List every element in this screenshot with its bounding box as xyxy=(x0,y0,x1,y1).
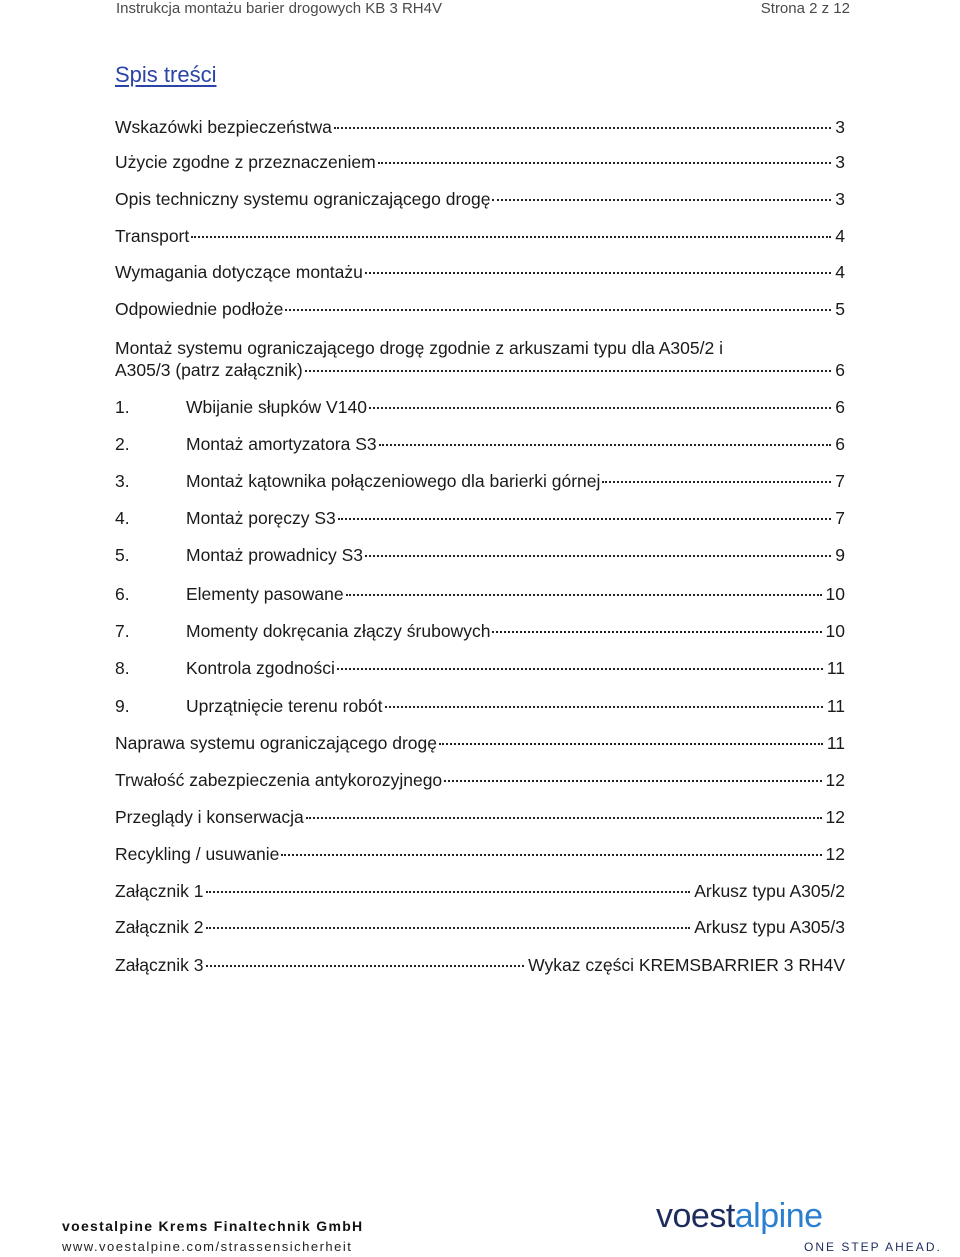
footer-website[interactable]: www.voestalpine.com/strassensicherheit xyxy=(62,1239,353,1254)
toc-leader xyxy=(281,854,821,856)
toc-entry-label: Naprawa systemu ograniczającego drogę xyxy=(115,733,437,753)
voestalpine-logo xyxy=(656,1197,823,1236)
toc-subentry[interactable] xyxy=(115,397,845,421)
toc-entry[interactable] xyxy=(115,807,845,831)
toc-subentry[interactable] xyxy=(115,621,845,645)
toc-entry-label: Opis techniczny systemu ograniczającego drogę xyxy=(115,189,491,209)
toc-leader xyxy=(334,127,831,129)
toc-entry-label: Załącznik 3 xyxy=(115,955,204,975)
toc-entry-label: Odpowiednie podłoże xyxy=(115,299,284,319)
toc-entry-page: 3 xyxy=(835,189,845,209)
toc-subentry[interactable] xyxy=(115,508,845,532)
toc-entry-label: Momenty dokręcania złączy śrubowych xyxy=(186,621,491,641)
toc-subentry[interactable] xyxy=(115,658,845,682)
toc-subentry-number: 7. xyxy=(115,621,130,641)
toc-entry-label: Załącznik 2 xyxy=(115,917,204,937)
toc-entry-page: Arkusz typu A305/2 xyxy=(694,881,845,901)
toc-entry-page: 7 xyxy=(835,471,845,491)
toc-entry-label: Montaż kątownika połączeniowego dla barierki górnej xyxy=(186,471,601,491)
toc-leader xyxy=(285,309,831,311)
toc-entry-label: Trwałość zabezpieczenia antykorozyjnego xyxy=(115,770,443,790)
toc-entry-page: 7 xyxy=(835,508,845,528)
toc-entry-label: Wymagania dotyczące montażu xyxy=(115,262,363,282)
toc-leader xyxy=(492,199,831,201)
toc-leader xyxy=(602,481,831,483)
toc-entry-page: 3 xyxy=(835,117,845,137)
toc-entry-label-line1[interactable]: Montaż systemu ograniczającego drogę zgodnie z arkuszami typu dla A305/2 i xyxy=(115,338,723,358)
toc-leader xyxy=(191,236,831,238)
toc-subentry[interactable] xyxy=(115,545,845,569)
toc-entry[interactable] xyxy=(115,189,845,213)
toc-entry[interactable] xyxy=(115,733,845,757)
footer-company-name: voestalpine Krems Finaltechnik GmbH xyxy=(62,1218,364,1234)
toc-leader xyxy=(385,706,823,708)
toc-entry[interactable] xyxy=(115,844,845,868)
toc-subentry-number: 5. xyxy=(115,545,130,565)
toc-entry-page: 4 xyxy=(835,262,845,282)
toc-entry-page: 6 xyxy=(835,397,845,417)
toc-entry[interactable] xyxy=(115,770,845,794)
toc-entry-page: 11 xyxy=(826,696,845,716)
toc-entry-label: Przeglądy i konserwacja xyxy=(115,807,304,827)
toc-entry-label: A305/3 (patrz załącznik) xyxy=(115,360,303,380)
toc-leader xyxy=(305,370,832,372)
toc-entry-page: Arkusz typu A305/3 xyxy=(694,917,845,937)
toc-leader xyxy=(346,594,822,596)
toc-subentry-number: 1. xyxy=(115,397,130,417)
toc-entry-page: 4 xyxy=(835,226,845,246)
toc-leader xyxy=(365,555,831,557)
toc-subentry-number: 3. xyxy=(115,471,130,491)
toc-entry-page: 6 xyxy=(835,360,845,380)
toc-entry-page: 11 xyxy=(826,658,845,678)
toc-leader xyxy=(337,668,823,670)
toc-entry-label: Montaż prowadnicy S3 xyxy=(186,545,364,565)
toc-leader xyxy=(365,272,831,274)
toc-entry-label: Kontrola zgodności xyxy=(186,658,335,678)
toc-subentry[interactable] xyxy=(115,696,845,720)
toc-heading: Spis treści xyxy=(115,62,217,87)
toc-leader xyxy=(492,631,821,633)
toc-entry[interactable] xyxy=(115,360,845,384)
toc-leader xyxy=(306,817,822,819)
toc-leader xyxy=(206,891,691,893)
toc-subentry-number: 6. xyxy=(115,584,130,604)
toc-entry-label: Załącznik 1 xyxy=(115,881,204,901)
toc-entry-label: Elementy pasowane xyxy=(186,584,344,604)
header-title: Instrukcja montażu barier drogowych KB 3 RH4V xyxy=(116,0,442,17)
toc-entry-label: Wbijanie słupków V140 xyxy=(186,397,367,417)
toc-subentry-number: 2. xyxy=(115,434,130,454)
toc-entry[interactable] xyxy=(115,262,845,286)
toc-entry[interactable] xyxy=(115,117,845,141)
toc-entry-page: 10 xyxy=(825,621,845,641)
toc-entry[interactable] xyxy=(115,881,845,905)
toc-leader xyxy=(444,780,821,782)
toc-entry[interactable] xyxy=(115,152,845,176)
toc-entry-label: Montaż amortyzatora S3 xyxy=(186,434,377,454)
toc-entry-label: Wskazówki bezpieczeństwa xyxy=(115,117,332,137)
toc-entry-page: 12 xyxy=(825,807,845,827)
logo-slogan: ONE STEP AHEAD. xyxy=(804,1240,942,1254)
toc-entry-page: 12 xyxy=(825,770,845,790)
toc-entry-page: 12 xyxy=(825,844,845,864)
toc-leader xyxy=(206,927,691,929)
toc-leader xyxy=(206,965,525,967)
toc-subentry-number: 8. xyxy=(115,658,130,678)
toc-subentry[interactable] xyxy=(115,434,845,458)
toc-entry-page: 11 xyxy=(826,733,845,753)
toc-entry-label: Uprzątnięcie terenu robót xyxy=(186,696,383,716)
logo-part-alpine: alpine xyxy=(734,1197,823,1235)
toc-leader xyxy=(378,162,832,164)
toc-leader xyxy=(439,743,823,745)
toc-subentry-number: 4. xyxy=(115,508,130,528)
toc-leader xyxy=(338,518,831,520)
toc-entry-page: 6 xyxy=(835,434,845,454)
toc-entry-label: Użycie zgodne z przeznaczeniem xyxy=(115,152,376,172)
toc-leader xyxy=(369,407,831,409)
toc-entry[interactable] xyxy=(115,299,845,323)
toc-entry-page: 10 xyxy=(825,584,845,604)
toc-subentry-number: 9. xyxy=(115,696,130,716)
toc-subentry[interactable] xyxy=(115,471,845,495)
toc-entry-label: Recykling / usuwanie xyxy=(115,844,280,864)
toc-entry-page: 5 xyxy=(835,299,845,319)
toc-entry-page: Wykaz części KREMSBARRIER 3 RH4V xyxy=(528,955,845,975)
toc-leader xyxy=(379,444,832,446)
toc-entry[interactable] xyxy=(115,917,845,941)
toc-entry[interactable] xyxy=(115,226,845,250)
toc-subentry[interactable] xyxy=(115,584,845,608)
toc-entry-page: 3 xyxy=(835,152,845,172)
toc-entry-label: Transport xyxy=(115,226,190,246)
header-page-number: Strona 2 z 12 xyxy=(760,0,850,17)
logo-part-voest: voest xyxy=(656,1197,735,1235)
toc-entry[interactable] xyxy=(115,955,845,979)
toc-entry-label: Montaż poręczy S3 xyxy=(186,508,336,528)
toc-entry-page: 9 xyxy=(835,545,845,565)
